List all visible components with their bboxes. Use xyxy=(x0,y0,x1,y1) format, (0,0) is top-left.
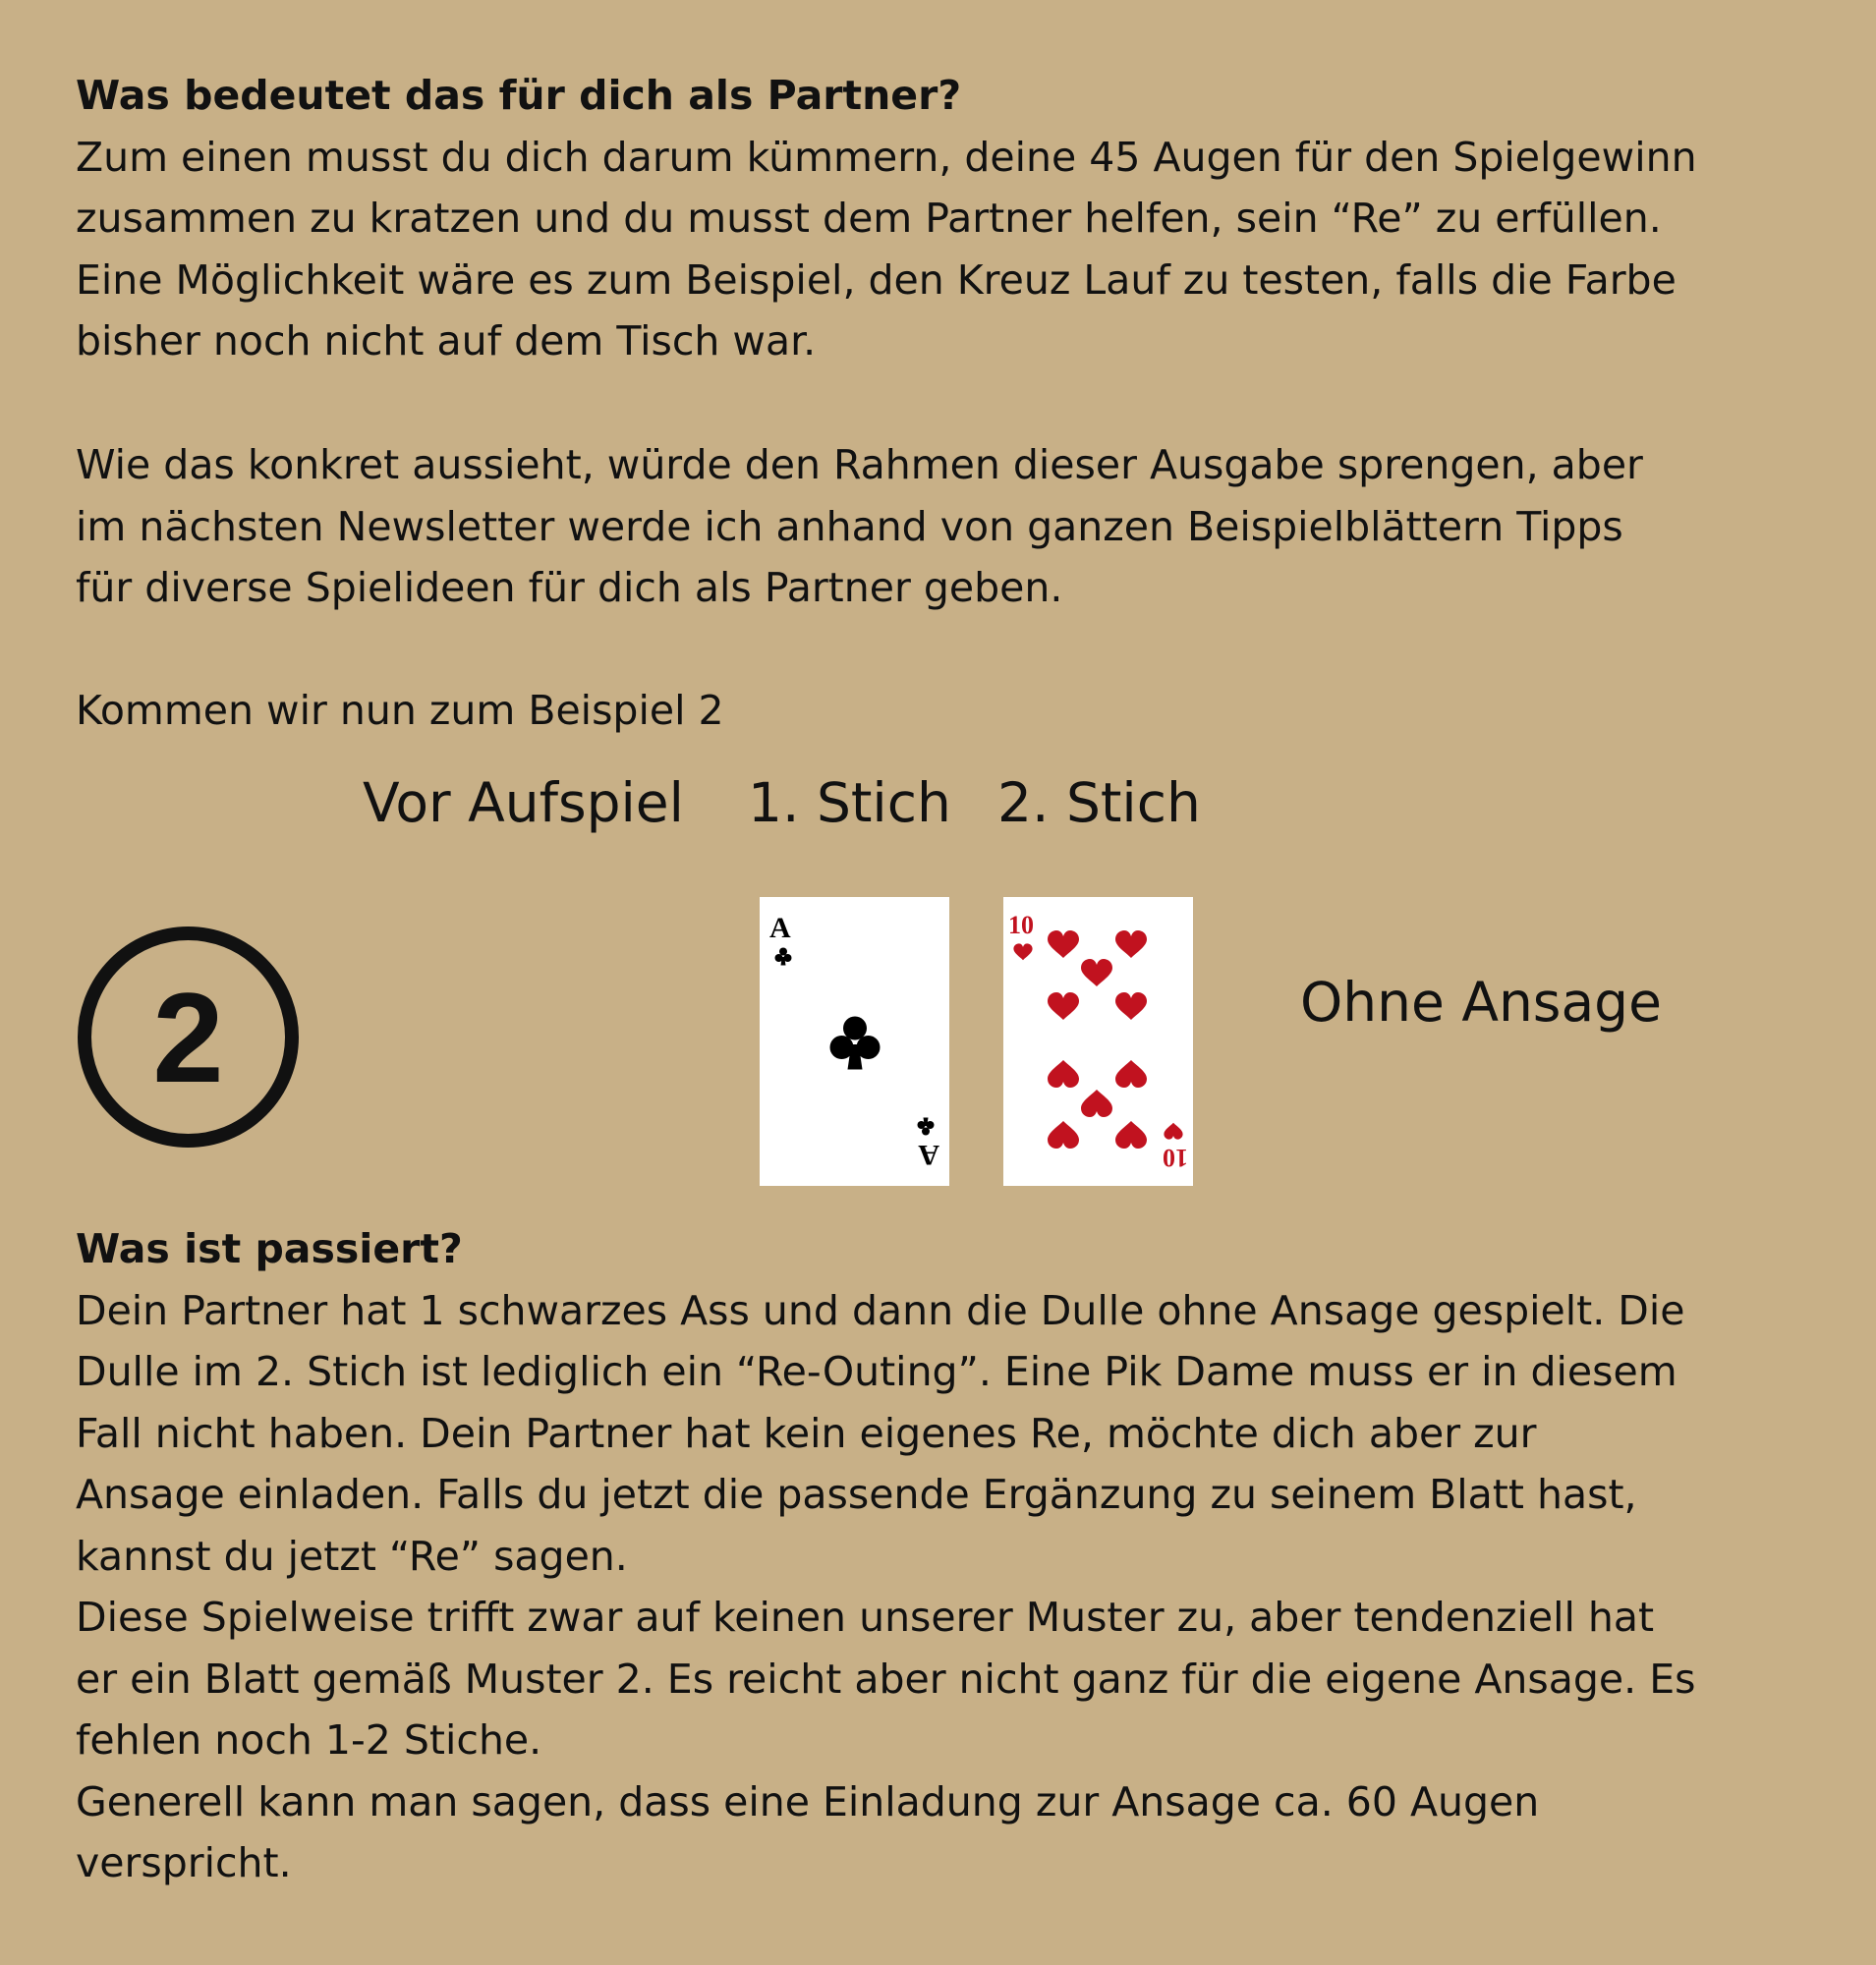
paragraph-line: Eine Möglichkeit wäre es zum Beispiel, den Kreuz Lauf zu testen, falls die Farbe xyxy=(76,255,1677,304)
card-rank: 10 xyxy=(1163,1144,1188,1172)
paragraph-line: Generell kann man sagen, dass eine Einladung zur Ansage ca. 60 Augen xyxy=(76,1777,1540,1825)
paragraph-line: verspricht. xyxy=(76,1839,292,1886)
heart-icon xyxy=(1048,1060,1079,1088)
section-partner xyxy=(76,65,1805,372)
column-trick-1: 1. Stich xyxy=(748,771,951,834)
club-icon xyxy=(775,948,792,966)
paragraph-line: Diese Spielweise trifft zwar auf keinen unserer Muster zu, aber tendenziell hat xyxy=(76,1594,1655,1641)
club-icon xyxy=(830,1017,881,1070)
example-number-badge xyxy=(78,926,299,1148)
ten-of-hearts-graphic xyxy=(1003,897,1193,1186)
example-intro xyxy=(76,680,1805,742)
section-heading: Was ist passiert? xyxy=(76,1225,463,1272)
club-icon xyxy=(918,1118,935,1136)
card-rank: A xyxy=(769,912,791,944)
paragraph-line: fehlen noch 1-2 Stiche. xyxy=(76,1716,542,1764)
card-rank: 10 xyxy=(1008,911,1034,939)
heart-icon xyxy=(1048,1121,1079,1149)
paragraph-line: bisher noch nicht auf dem Tisch war. xyxy=(76,317,817,365)
example-number: 2 xyxy=(152,965,224,1109)
section-heading: Was bedeutet das für dich als Partner? xyxy=(76,72,962,119)
paragraph-line: Wie das konkret aussieht, würde den Rahmen dieser Ausgabe sprengen, aber xyxy=(76,441,1643,488)
paragraph-line: für diverse Spielideen für dich als Partner geben. xyxy=(76,564,1063,611)
heart-icon xyxy=(1013,943,1032,960)
heart-icon xyxy=(1115,992,1147,1020)
paragraph-line: Zum einen musst du dich darum kümmern, deine 45 Augen für den Spielgewinn xyxy=(76,133,1697,181)
announcement-label: Ohne Ansage xyxy=(1300,971,1662,1034)
paragraph-line: Fall nicht haben. Dein Partner hat kein eigenes Re, möchte dich aber zur xyxy=(76,1409,1537,1457)
paragraph-line: Dulle im 2. Stich ist lediglich ein “Re-Outing”. Eine Pik Dame muss er in diesem xyxy=(76,1348,1677,1395)
heart-icon xyxy=(1081,1090,1112,1117)
example-intro-text: Kommen wir nun zum Beispiel 2 xyxy=(76,687,724,734)
paragraph-line: kannst du jetzt “Re” sagen. xyxy=(76,1532,628,1580)
heart-icon xyxy=(1115,1060,1147,1088)
paragraph-line: Dein Partner hat 1 schwarzes Ass und dann die Dulle ohne Ansage gespielt. Die xyxy=(76,1286,1685,1334)
playing-card-ace-of-clubs xyxy=(760,897,949,1186)
paragraph-line: Ansage einladen. Falls du jetzt die passende Ergänzung zu seinem Blatt hast, xyxy=(76,1471,1637,1518)
paragraph-line: zusammen zu kratzen und du musst dem Partner helfen, sein “Re” zu erfüllen. xyxy=(76,195,1662,242)
heart-icon xyxy=(1081,959,1112,986)
heart-icon xyxy=(1048,930,1079,958)
playing-card-ten-of-hearts xyxy=(1003,897,1193,1186)
heart-icon xyxy=(1164,1123,1182,1140)
card-rank: A xyxy=(918,1139,939,1171)
heart-icon xyxy=(1115,1121,1147,1149)
heart-icon xyxy=(1048,992,1079,1020)
ace-of-clubs-graphic xyxy=(760,897,949,1186)
paragraph-line: im nächsten Newsletter werde ich anhand von ganzen Beispielblättern Tipps xyxy=(76,502,1623,550)
column-before-play: Vor Aufspiel xyxy=(363,771,684,834)
paragraph-line: er ein Blatt gemäß Muster 2. Es reicht aber nicht ganz für die eigene Ansage. Es xyxy=(76,1655,1696,1703)
column-trick-2: 2. Stich xyxy=(997,771,1201,834)
section-newsletter xyxy=(76,434,1805,619)
heart-icon xyxy=(1115,930,1147,958)
section-what-happened xyxy=(76,1218,1805,1894)
